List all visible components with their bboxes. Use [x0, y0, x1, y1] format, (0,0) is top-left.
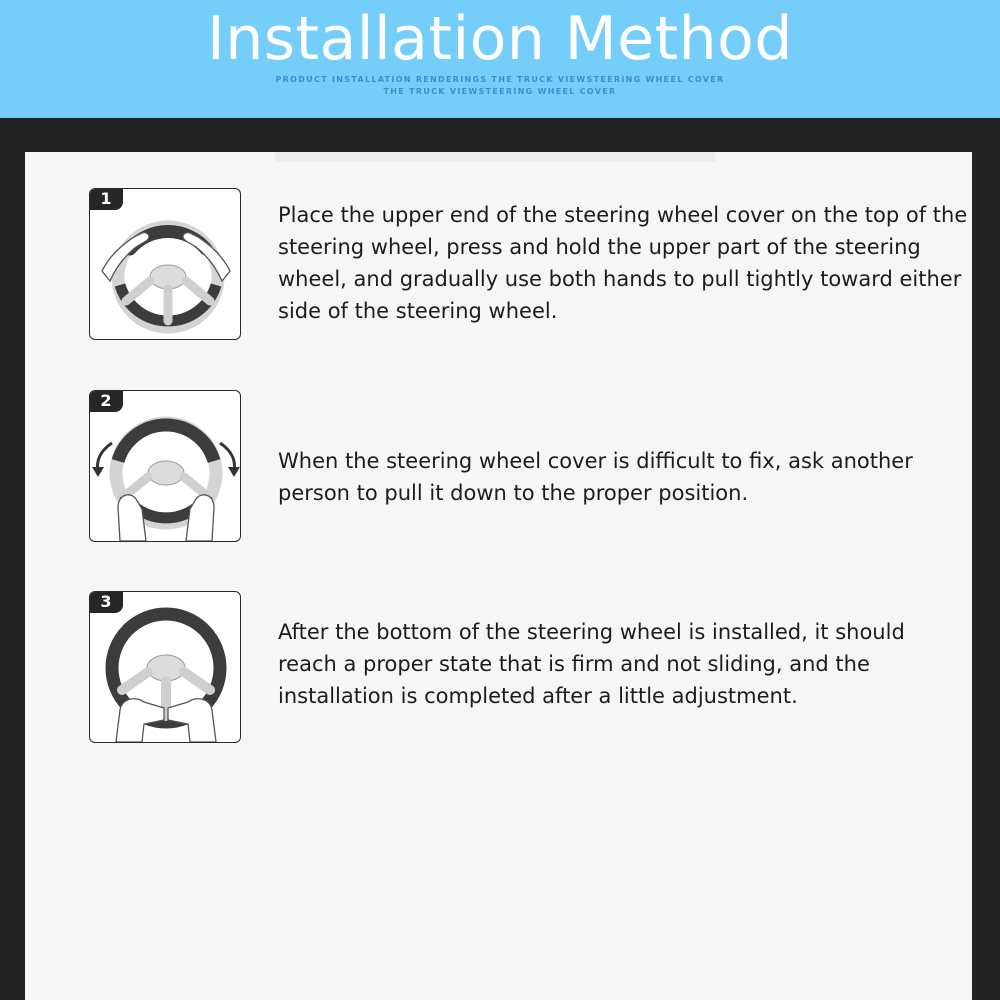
step-2-illustration: [89, 390, 241, 542]
step-1-illustration: [89, 188, 241, 340]
steering-wheel-cover-top-icon: [90, 189, 241, 340]
step-1-number-badge: 1: [89, 188, 123, 210]
panel-shade: [275, 152, 715, 162]
page-title: Installation Method: [207, 4, 793, 74]
header-subtitle-line-1: PRODUCT INSTALLATION RENDERINGS THE TRUCK VIEWSTEERING WHEEL COVER: [275, 75, 725, 84]
step-2-number-badge: 2: [89, 390, 123, 412]
step-1-text: Place the upper end of the steering wheel cover on the top of the steering wheel, press and hold the upper part of the steering wheel, and gradually use both hands to pull tightly toward either side of the steering wheel.: [278, 203, 968, 323]
steering-wheel-cover-bottom-icon: [90, 592, 241, 743]
header-subtitle-line-2: THE TRUCK VIEWSTEERING WHEEL COVER: [383, 87, 617, 96]
step-3-text: After the bottom of the steering wheel is installed, it should reach a proper state that is firm and not sliding, and the installation is completed after a little adjustment.: [278, 620, 905, 708]
step-3-illustration: [89, 591, 241, 743]
header-banner: [0, 0, 1000, 118]
step-2-text: When the steering wheel cover is difficult to fix, ask another person to pull it down to the proper position.: [278, 449, 913, 505]
steering-wheel-cover-pull-icon: [90, 391, 241, 542]
step-3-number-badge: 3: [89, 591, 123, 613]
